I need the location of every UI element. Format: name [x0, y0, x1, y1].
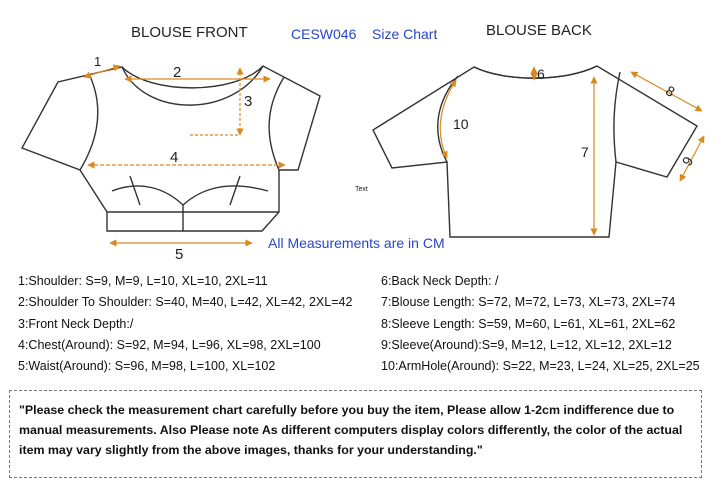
measurement-item: 7:Blouse Length: S=72, M=72, L=73, XL=73, 2XL=74: [381, 295, 676, 310]
measurement-item: 6:Back Neck Depth: /: [381, 274, 499, 288]
label-2: 2: [173, 64, 182, 81]
label-3: 3: [244, 93, 253, 110]
label-7: 7: [581, 144, 589, 160]
label-1: 1: [94, 54, 102, 69]
measurement-list-right: [381, 271, 700, 377]
small-text-label: Text: [355, 186, 368, 193]
label-6: 6: [537, 66, 545, 82]
units-note: All Measurements are in CM: [268, 235, 445, 251]
back-body-outline: [373, 66, 697, 237]
disclaimer-box: [9, 390, 702, 478]
front-neckline: [122, 66, 263, 88]
label-10: 10: [453, 116, 469, 132]
blouse-back-drawing: [373, 66, 697, 237]
measurement-item: 8:Sleeve Length: S=59, M=60, L=61, XL=61, 2XL=62: [381, 316, 676, 331]
measurement-item: 1:Shoulder: S=9, M=9, L=10, XL=10, 2XL=11: [18, 274, 268, 288]
measurement-item: 3:Front Neck Depth:/: [18, 316, 134, 331]
blouse-back-title: BLOUSE BACK: [486, 22, 592, 39]
label-8: 8: [663, 82, 678, 100]
measurement-list-left: [18, 271, 352, 377]
blouse-front-title: BLOUSE FRONT: [131, 24, 248, 41]
measurement-item: 10:ArmHole(Around): S=22, M=23, L=24, XL=25, 2XL=25: [381, 359, 700, 374]
size-chart-title: Size Chart: [372, 26, 438, 42]
product-code: CESW046: [291, 26, 357, 42]
measurement-item: 5:Waist(Around): S=96, M=98, L=100, XL=102: [18, 359, 276, 374]
label-9: 9: [678, 153, 697, 169]
label-4: 4: [170, 149, 179, 166]
measurement-item: 9:Sleeve(Around):S=9, M=12, L=12, XL=12, 2XL=12: [381, 337, 672, 352]
label-5: 5: [175, 246, 184, 262]
measurement-item: 4:Chest(Around): S=92, M=94, L=96, XL=98, 2XL=100: [18, 337, 321, 352]
measurement-item: 2:Shoulder To Shoulder: S=40, M=40, L=42, XL=42, 2XL=42: [18, 295, 353, 310]
disclaimer-text: "Please check the measurement chart carefully before you buy the item, Please allow 1-2cm indifference due to manual measurements. Also Please note As different computers display colors differently, the color of the actual item may vary slightly from the above images, thanks for your understanding.": [19, 403, 683, 457]
